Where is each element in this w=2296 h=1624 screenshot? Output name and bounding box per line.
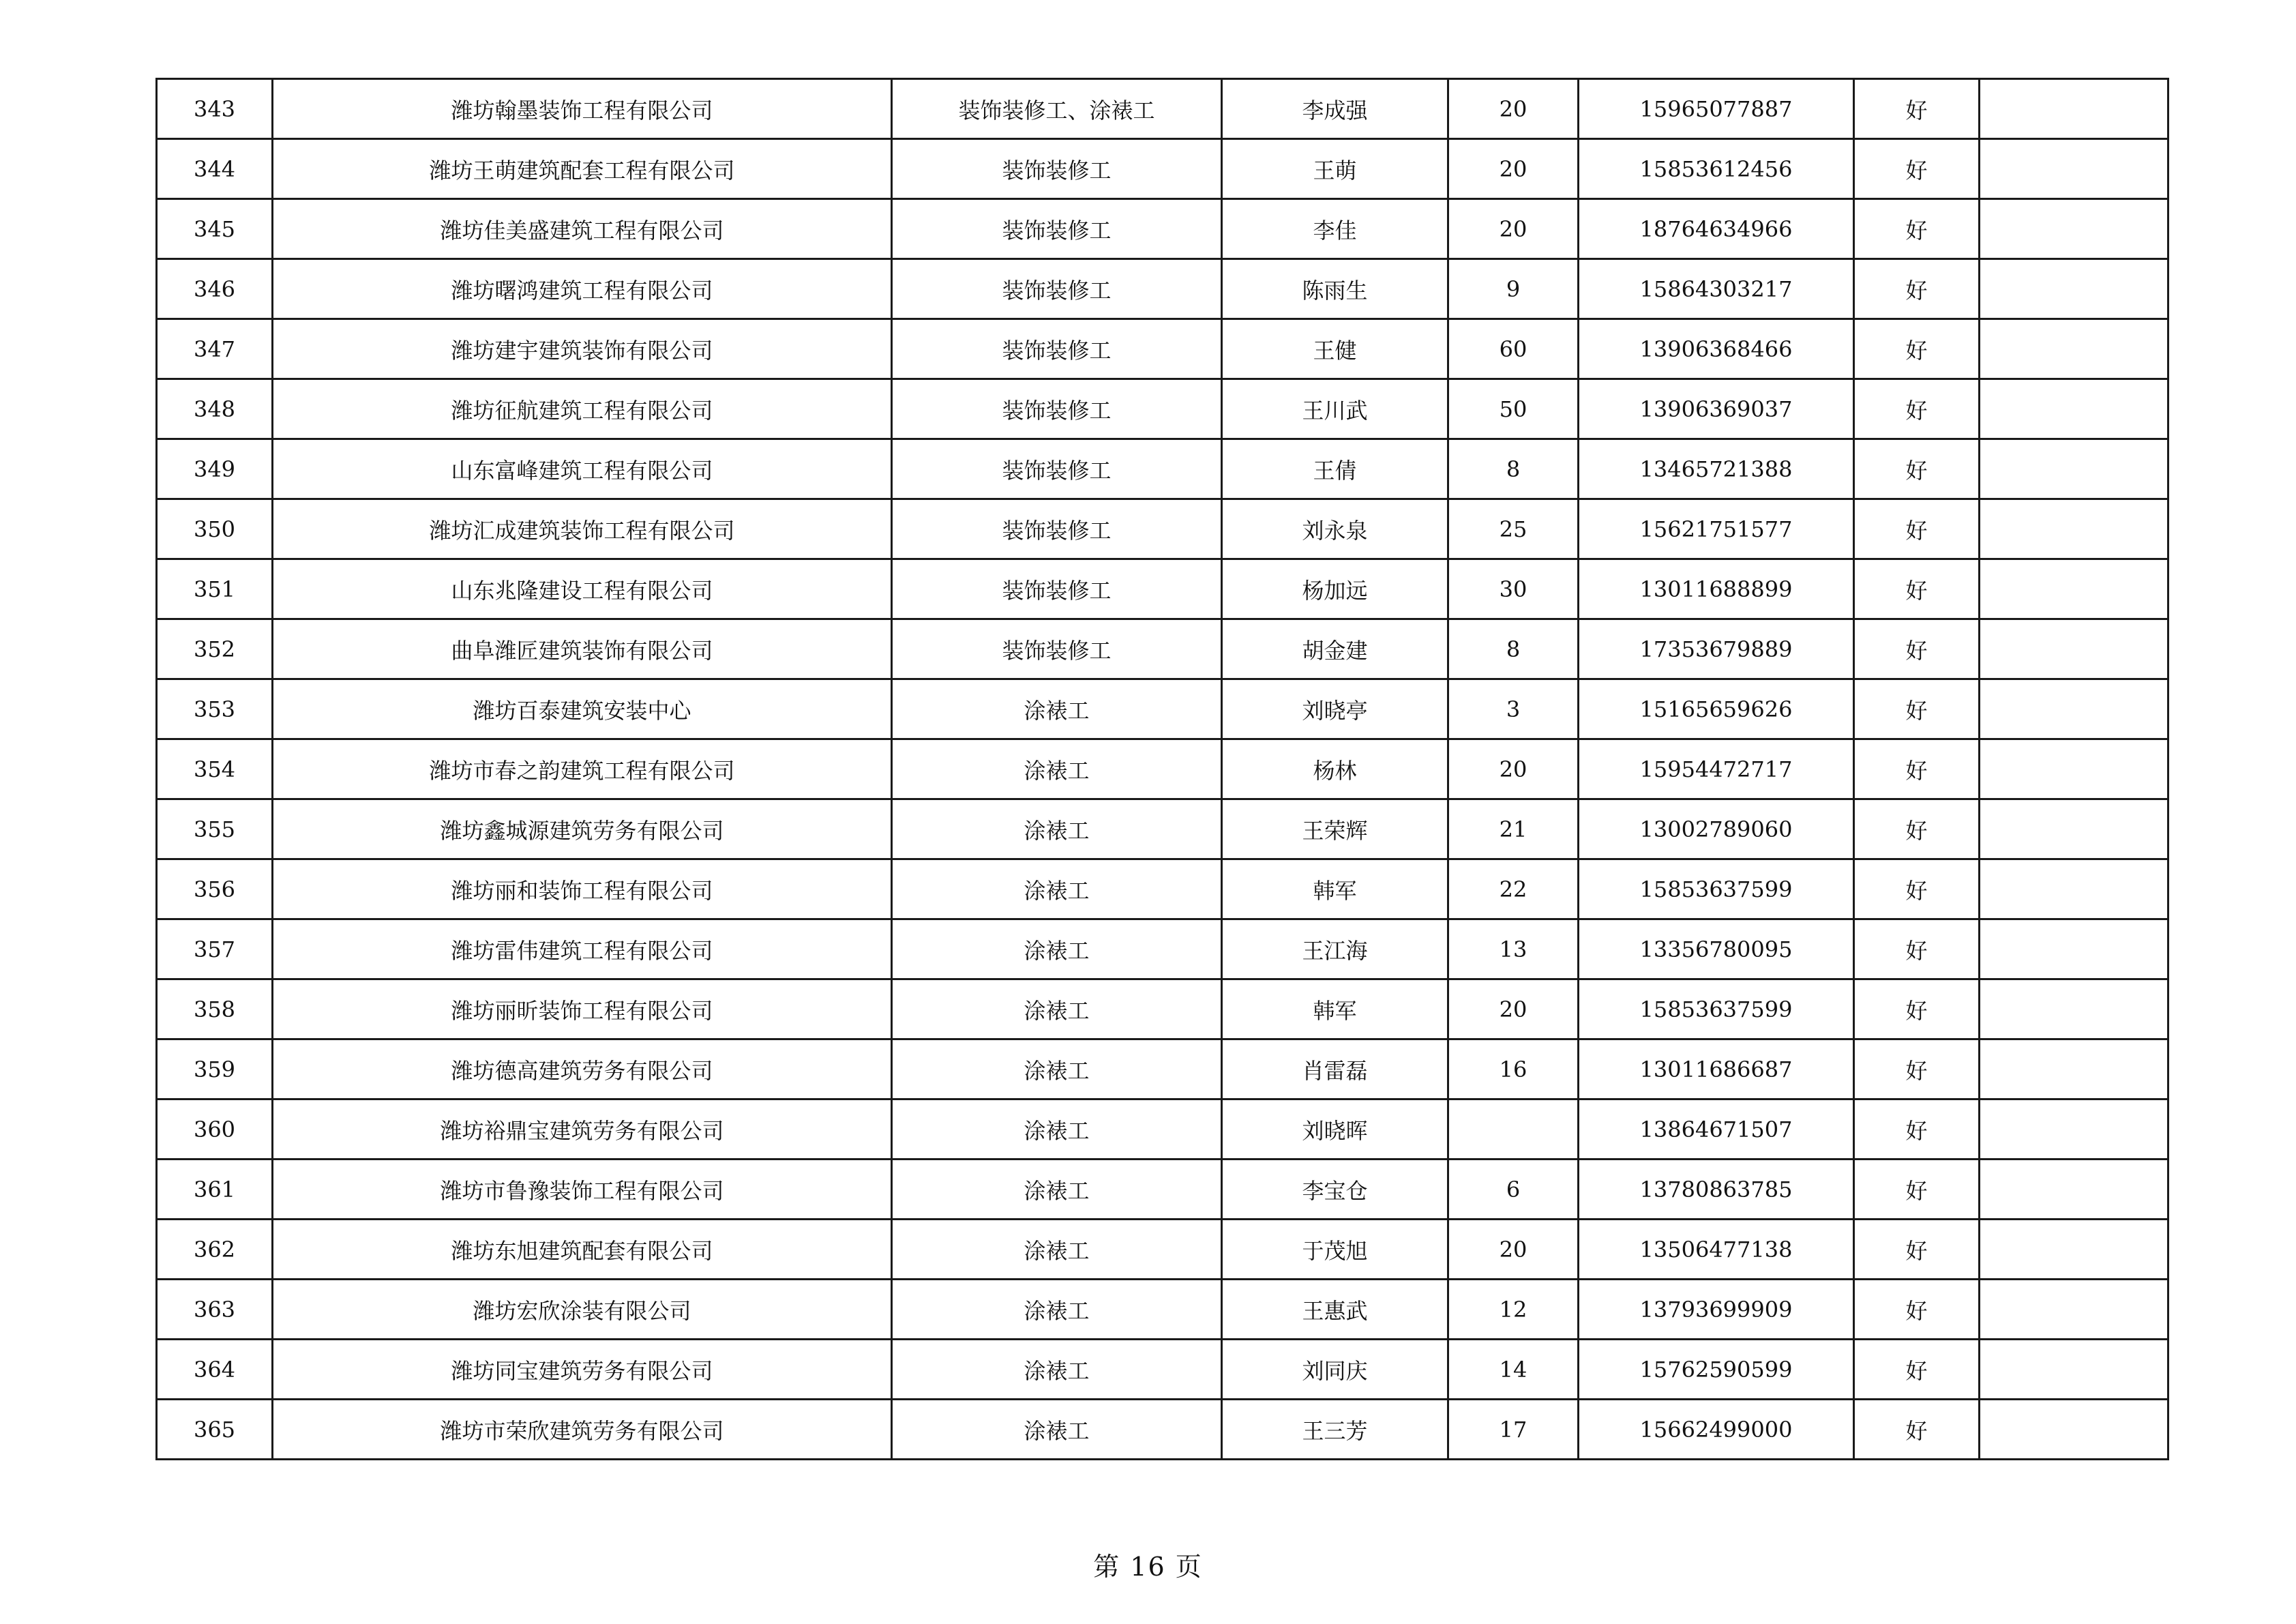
table-row xyxy=(157,1280,2168,1340)
remark-cell xyxy=(1980,1340,2168,1400)
phone-number-cell: 13864671507 xyxy=(1579,1099,1854,1160)
contact-person-cell: 韩军 xyxy=(1222,979,1448,1039)
remark-cell xyxy=(1980,619,2168,679)
remark-cell xyxy=(1980,679,2168,739)
row-number-cell: 351 xyxy=(157,559,273,619)
company-name-cell: 潍坊市荣欣建筑劳务有限公司 xyxy=(273,1400,892,1460)
trade-type-cell: 涂裱工 xyxy=(892,739,1222,799)
phone-number-cell: 15853637599 xyxy=(1579,859,1854,919)
worker-count-cell: 21 xyxy=(1448,799,1579,859)
worker-count-cell: 12 xyxy=(1448,1280,1579,1340)
phone-number-cell: 15864303217 xyxy=(1579,259,1854,319)
remark-cell xyxy=(1980,319,2168,379)
trade-type-cell: 涂裱工 xyxy=(892,1220,1222,1280)
worker-count-cell: 60 xyxy=(1448,319,1579,379)
rating-cell: 好 xyxy=(1854,1280,1980,1340)
rating-cell: 好 xyxy=(1854,1099,1980,1160)
row-number-cell: 347 xyxy=(157,319,273,379)
row-number-cell: 346 xyxy=(157,259,273,319)
contact-person-cell: 王惠武 xyxy=(1222,1280,1448,1340)
row-number-cell: 343 xyxy=(157,79,273,139)
row-number-cell: 357 xyxy=(157,919,273,979)
phone-number-cell: 13793699909 xyxy=(1579,1280,1854,1340)
rating-cell: 好 xyxy=(1854,139,1980,199)
rating-cell: 好 xyxy=(1854,1340,1980,1400)
rating-cell: 好 xyxy=(1854,1039,1980,1099)
row-number-cell: 363 xyxy=(157,1280,273,1340)
worker-count-cell: 20 xyxy=(1448,739,1579,799)
company-name-cell: 潍坊征航建筑工程有限公司 xyxy=(273,379,892,439)
worker-count-cell: 25 xyxy=(1448,499,1579,559)
worker-count-cell: 20 xyxy=(1448,979,1579,1039)
remark-cell xyxy=(1980,1160,2168,1220)
contact-person-cell: 李成强 xyxy=(1222,79,1448,139)
remark-cell xyxy=(1980,919,2168,979)
rating-cell: 好 xyxy=(1854,679,1980,739)
trade-type-cell: 涂裱工 xyxy=(892,1340,1222,1400)
remark-cell xyxy=(1980,199,2168,259)
worker-count-cell: 22 xyxy=(1448,859,1579,919)
company-name-cell: 潍坊市鲁豫装饰工程有限公司 xyxy=(273,1160,892,1220)
phone-number-cell: 17353679889 xyxy=(1579,619,1854,679)
company-name-cell: 潍坊裕鼎宝建筑劳务有限公司 xyxy=(273,1099,892,1160)
phone-number-cell: 15165659626 xyxy=(1579,679,1854,739)
worker-count-cell xyxy=(1448,1099,1579,1160)
phone-number-cell: 15662499000 xyxy=(1579,1400,1854,1460)
phone-number-cell: 13780863785 xyxy=(1579,1160,1854,1220)
trade-type-cell: 涂裱工 xyxy=(892,919,1222,979)
trade-type-cell: 装饰装修工 xyxy=(892,139,1222,199)
phone-number-cell: 13011686687 xyxy=(1579,1039,1854,1099)
trade-type-cell: 涂裱工 xyxy=(892,679,1222,739)
company-name-cell: 潍坊市春之韵建筑工程有限公司 xyxy=(273,739,892,799)
phone-number-cell: 13011688899 xyxy=(1579,559,1854,619)
row-number-cell: 356 xyxy=(157,859,273,919)
contact-person-cell: 王川武 xyxy=(1222,379,1448,439)
trade-type-cell: 涂裱工 xyxy=(892,1039,1222,1099)
contact-person-cell: 王江海 xyxy=(1222,919,1448,979)
remark-cell xyxy=(1980,379,2168,439)
company-name-cell: 潍坊德高建筑劳务有限公司 xyxy=(273,1039,892,1099)
worker-count-cell: 20 xyxy=(1448,1220,1579,1280)
rating-cell: 好 xyxy=(1854,319,1980,379)
contact-person-cell: 王健 xyxy=(1222,319,1448,379)
worker-count-cell: 50 xyxy=(1448,379,1579,439)
registry-table xyxy=(155,78,2169,1460)
company-name-cell: 潍坊东旭建筑配套有限公司 xyxy=(273,1220,892,1280)
rating-cell: 好 xyxy=(1854,859,1980,919)
trade-type-cell: 装饰装修工 xyxy=(892,559,1222,619)
table-row xyxy=(157,799,2168,859)
row-number-cell: 359 xyxy=(157,1039,273,1099)
worker-count-cell: 20 xyxy=(1448,199,1579,259)
rating-cell: 好 xyxy=(1854,379,1980,439)
table-body xyxy=(157,79,2168,1460)
table-row xyxy=(157,199,2168,259)
trade-type-cell: 涂裱工 xyxy=(892,1280,1222,1340)
trade-type-cell: 装饰装修工、涂裱工 xyxy=(892,79,1222,139)
row-number-cell: 355 xyxy=(157,799,273,859)
row-number-cell: 354 xyxy=(157,739,273,799)
company-name-cell: 潍坊佳美盛建筑工程有限公司 xyxy=(273,199,892,259)
rating-cell: 好 xyxy=(1854,199,1980,259)
table-row xyxy=(157,1220,2168,1280)
row-number-cell: 349 xyxy=(157,439,273,499)
phone-number-cell: 15853637599 xyxy=(1579,979,1854,1039)
table-row xyxy=(157,1160,2168,1220)
rating-cell: 好 xyxy=(1854,259,1980,319)
phone-number-cell: 13906368466 xyxy=(1579,319,1854,379)
table-row xyxy=(157,379,2168,439)
table-row xyxy=(157,1099,2168,1160)
row-number-cell: 362 xyxy=(157,1220,273,1280)
rating-cell: 好 xyxy=(1854,1400,1980,1460)
table-row xyxy=(157,739,2168,799)
contact-person-cell: 杨林 xyxy=(1222,739,1448,799)
phone-number-cell: 13506477138 xyxy=(1579,1220,1854,1280)
contact-person-cell: 王萌 xyxy=(1222,139,1448,199)
company-name-cell: 潍坊王萌建筑配套工程有限公司 xyxy=(273,139,892,199)
table-row xyxy=(157,1340,2168,1400)
rating-cell: 好 xyxy=(1854,1160,1980,1220)
worker-count-cell: 16 xyxy=(1448,1039,1579,1099)
worker-count-cell: 8 xyxy=(1448,439,1579,499)
worker-count-cell: 17 xyxy=(1448,1400,1579,1460)
table-row xyxy=(157,79,2168,139)
contact-person-cell: 李佳 xyxy=(1222,199,1448,259)
contact-person-cell: 胡金建 xyxy=(1222,619,1448,679)
remark-cell xyxy=(1980,799,2168,859)
table-row xyxy=(157,1400,2168,1460)
table-row xyxy=(157,559,2168,619)
remark-cell xyxy=(1980,979,2168,1039)
company-name-cell: 潍坊建宇建筑装饰有限公司 xyxy=(273,319,892,379)
rating-cell: 好 xyxy=(1854,1220,1980,1280)
phone-number-cell: 13002789060 xyxy=(1579,799,1854,859)
remark-cell xyxy=(1980,1099,2168,1160)
rating-cell: 好 xyxy=(1854,979,1980,1039)
row-number-cell: 345 xyxy=(157,199,273,259)
page-number: 第 16 页 xyxy=(1093,1552,1203,1582)
trade-type-cell: 涂裱工 xyxy=(892,979,1222,1039)
worker-count-cell: 13 xyxy=(1448,919,1579,979)
phone-number-cell: 15853612456 xyxy=(1579,139,1854,199)
table-row xyxy=(157,259,2168,319)
table-row xyxy=(157,979,2168,1039)
table-row xyxy=(157,679,2168,739)
row-number-cell: 365 xyxy=(157,1400,273,1460)
row-number-cell: 360 xyxy=(157,1099,273,1160)
worker-count-cell: 8 xyxy=(1448,619,1579,679)
table-row xyxy=(157,439,2168,499)
remark-cell xyxy=(1980,139,2168,199)
company-name-cell: 山东富峰建筑工程有限公司 xyxy=(273,439,892,499)
remark-cell xyxy=(1980,559,2168,619)
contact-person-cell: 王倩 xyxy=(1222,439,1448,499)
phone-number-cell: 18764634966 xyxy=(1579,199,1854,259)
remark-cell xyxy=(1980,499,2168,559)
phone-number-cell: 15621751577 xyxy=(1579,499,1854,559)
remark-cell xyxy=(1980,79,2168,139)
remark-cell xyxy=(1980,739,2168,799)
table-row xyxy=(157,499,2168,559)
row-number-cell: 352 xyxy=(157,619,273,679)
rating-cell: 好 xyxy=(1854,739,1980,799)
trade-type-cell: 涂裱工 xyxy=(892,799,1222,859)
row-number-cell: 361 xyxy=(157,1160,273,1220)
remark-cell xyxy=(1980,259,2168,319)
phone-number-cell: 15954472717 xyxy=(1579,739,1854,799)
contact-person-cell: 杨加远 xyxy=(1222,559,1448,619)
company-name-cell: 潍坊汇成建筑装饰工程有限公司 xyxy=(273,499,892,559)
contact-person-cell: 李宝仓 xyxy=(1222,1160,1448,1220)
remark-cell xyxy=(1980,859,2168,919)
table-row xyxy=(157,859,2168,919)
phone-number-cell: 15762590599 xyxy=(1579,1340,1854,1400)
contact-person-cell: 王三芳 xyxy=(1222,1400,1448,1460)
worker-count-cell: 30 xyxy=(1448,559,1579,619)
remark-cell xyxy=(1980,1280,2168,1340)
contact-person-cell: 肖雷磊 xyxy=(1222,1039,1448,1099)
rating-cell: 好 xyxy=(1854,919,1980,979)
rating-cell: 好 xyxy=(1854,619,1980,679)
contact-person-cell: 刘永泉 xyxy=(1222,499,1448,559)
phone-number-cell: 13465721388 xyxy=(1579,439,1854,499)
rating-cell: 好 xyxy=(1854,499,1980,559)
trade-type-cell: 涂裱工 xyxy=(892,1160,1222,1220)
company-name-cell: 潍坊鑫城源建筑劳务有限公司 xyxy=(273,799,892,859)
row-number-cell: 353 xyxy=(157,679,273,739)
company-name-cell: 潍坊百泰建筑安装中心 xyxy=(273,679,892,739)
rating-cell: 好 xyxy=(1854,79,1980,139)
remark-cell xyxy=(1980,1400,2168,1460)
trade-type-cell: 装饰装修工 xyxy=(892,379,1222,439)
trade-type-cell: 涂裱工 xyxy=(892,1400,1222,1460)
contact-person-cell: 陈雨生 xyxy=(1222,259,1448,319)
contact-person-cell: 刘晓晖 xyxy=(1222,1099,1448,1160)
contact-person-cell: 于茂旭 xyxy=(1222,1220,1448,1280)
worker-count-cell: 9 xyxy=(1448,259,1579,319)
trade-type-cell: 涂裱工 xyxy=(892,859,1222,919)
company-name-cell: 潍坊宏欣涂装有限公司 xyxy=(273,1280,892,1340)
contact-person-cell: 韩军 xyxy=(1222,859,1448,919)
company-name-cell: 潍坊丽昕装饰工程有限公司 xyxy=(273,979,892,1039)
company-name-cell: 曲阜潍匠建筑装饰有限公司 xyxy=(273,619,892,679)
rating-cell: 好 xyxy=(1854,439,1980,499)
table-row xyxy=(157,619,2168,679)
company-name-cell: 潍坊同宝建筑劳务有限公司 xyxy=(273,1340,892,1400)
trade-type-cell: 装饰装修工 xyxy=(892,259,1222,319)
trade-type-cell: 装饰装修工 xyxy=(892,619,1222,679)
contact-person-cell: 刘同庆 xyxy=(1222,1340,1448,1400)
remark-cell xyxy=(1980,439,2168,499)
table-row xyxy=(157,919,2168,979)
trade-type-cell: 装饰装修工 xyxy=(892,199,1222,259)
row-number-cell: 364 xyxy=(157,1340,273,1400)
trade-type-cell: 涂裱工 xyxy=(892,1099,1222,1160)
rating-cell: 好 xyxy=(1854,559,1980,619)
company-name-cell: 潍坊曙鸿建筑工程有限公司 xyxy=(273,259,892,319)
row-number-cell: 344 xyxy=(157,139,273,199)
row-number-cell: 350 xyxy=(157,499,273,559)
trade-type-cell: 装饰装修工 xyxy=(892,439,1222,499)
row-number-cell: 358 xyxy=(157,979,273,1039)
row-number-cell: 348 xyxy=(157,379,273,439)
worker-count-cell: 3 xyxy=(1448,679,1579,739)
phone-number-cell: 13906369037 xyxy=(1579,379,1854,439)
worker-count-cell: 20 xyxy=(1448,139,1579,199)
company-name-cell: 潍坊雷伟建筑工程有限公司 xyxy=(273,919,892,979)
worker-count-cell: 6 xyxy=(1448,1160,1579,1220)
worker-count-cell: 14 xyxy=(1448,1340,1579,1400)
table-row xyxy=(157,139,2168,199)
company-name-cell: 潍坊翰墨装饰工程有限公司 xyxy=(273,79,892,139)
contact-person-cell: 刘晓亭 xyxy=(1222,679,1448,739)
phone-number-cell: 13356780095 xyxy=(1579,919,1854,979)
rating-cell: 好 xyxy=(1854,799,1980,859)
contact-person-cell: 王荣辉 xyxy=(1222,799,1448,859)
trade-type-cell: 装饰装修工 xyxy=(892,499,1222,559)
table-row xyxy=(157,1039,2168,1099)
worker-count-cell: 20 xyxy=(1448,79,1579,139)
table-row xyxy=(157,319,2168,379)
company-name-cell: 山东兆隆建设工程有限公司 xyxy=(273,559,892,619)
remark-cell xyxy=(1980,1220,2168,1280)
phone-number-cell: 15965077887 xyxy=(1579,79,1854,139)
company-name-cell: 潍坊丽和装饰工程有限公司 xyxy=(273,859,892,919)
trade-type-cell: 装饰装修工 xyxy=(892,319,1222,379)
remark-cell xyxy=(1980,1039,2168,1099)
